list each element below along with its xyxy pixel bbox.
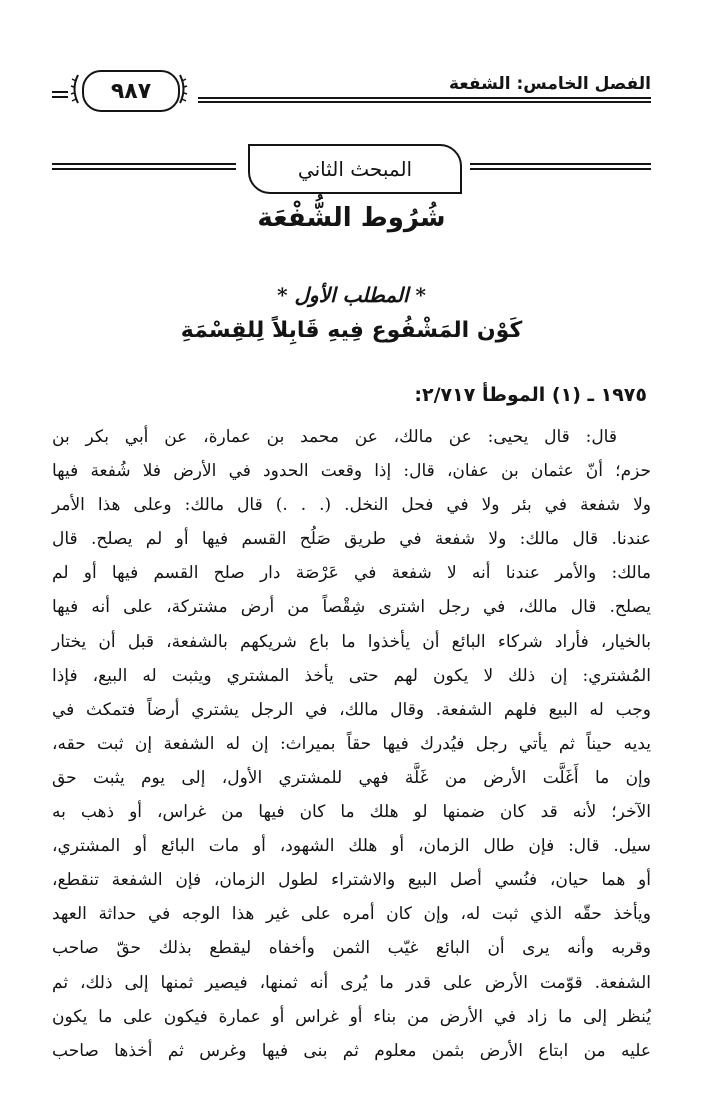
text-line: المُشتري: إن ذلك لا يكون لهم حتى يأخذ المشتري ويثبت له البيع، فإذا bbox=[52, 665, 651, 686]
header-rule bbox=[52, 96, 68, 98]
text-line: ويأخذ حقّه الذي ثبت له، وإن كان أمره على غير هذا الوجه في حداثة العهد bbox=[52, 904, 651, 925]
chapter-title: الفصل الخامس: الشفعة bbox=[448, 74, 651, 94]
section-rule bbox=[470, 163, 651, 165]
text-line: أو هما حيان، فنُسي أصل البيع والاشتراء لطول الزمان، فإن الشفعة تنقطع، bbox=[52, 870, 651, 891]
text-line: بالخيار، فأراد شركاء البائع أن يأخذوا ما باع شريكهم بالشفعة، قبل أن يختار bbox=[52, 631, 651, 652]
text-line: سيل. قال: فإن طال الزمان، أو هلك الشهود، أو مات البائع أو المشتري، bbox=[52, 836, 651, 857]
header-rule bbox=[52, 91, 68, 93]
laurel-ornament-icon bbox=[178, 73, 188, 105]
text-line: وجب له البيع فلهم الشفعة. وقال مالك، في الرجل يشتري أرضاً فتمكث في bbox=[52, 699, 651, 720]
section-rule bbox=[52, 163, 236, 165]
page-number: ٩٨٧ bbox=[110, 78, 152, 104]
laurel-ornament-icon bbox=[70, 73, 80, 105]
text-line: وقربه وأنه يرى أن البائع غيّب الثمن وأخفاه ليقطع بذلك حقّ صاحب bbox=[52, 938, 651, 959]
section-rule bbox=[470, 168, 651, 170]
running-header bbox=[52, 66, 651, 116]
text-line: يُنظر إلى ما زاد في الأرض من بناء أو غراس أو عمارة فيكون على ما يكون bbox=[52, 1006, 651, 1027]
text-line: عليه من ابتاع الأرض بثمن معلوم ثم بنى فيها وغرس ثم أخذها صاحب bbox=[52, 1040, 651, 1061]
text-line: قال: قال يحيى: عن مالك، عن محمد بن عمارة، عن أبي بكر بن bbox=[52, 427, 617, 447]
text-line: مالك: والأمر عندنا أنه لا شفعة في عَرْصَة دار صلح القسم فيها أو لم bbox=[52, 563, 651, 584]
text-line: عندنا. قال مالك: ولا شفعة في طريق صَلُح القسم فيها أو لم يصلح. قال bbox=[52, 529, 651, 550]
section-label: المبحث الثاني bbox=[297, 157, 413, 181]
text-line: يديه حيناً ثم يأتي رجل فيُدرك فيها حقاً بميراث: إن له الشفعة إن ثبت حقه، bbox=[52, 733, 651, 754]
section-title: شُرُوط الشُّفْعَة bbox=[257, 203, 446, 233]
section-label-box bbox=[248, 144, 462, 194]
text-line: ولا شفعة في بئر ولا في فحل النخل. (. . .) قال مالك: وعلى هذا الأمر bbox=[52, 495, 651, 516]
subsection-label: * المطلب الأول * bbox=[277, 283, 426, 307]
section-rule bbox=[52, 168, 236, 170]
header-rule bbox=[198, 101, 651, 103]
text-line: الشفعة. قوّمت الأرض على قدر ما يُرى أنه ثمنها، فيصير ثمنها إلى ذلك، ثم bbox=[52, 972, 651, 993]
text-line: حزم؛ أنّ عثمان بن عفان، قال: إذا وقعت الحدود في الأرض فلا شُفعة فيها bbox=[52, 461, 651, 482]
header-rule bbox=[198, 97, 651, 99]
body-text bbox=[52, 420, 651, 1068]
text-line: وإن ما أَغَلَّت الأرض من غَلَّة فهي للمشتري الأول، إلى يوم يثبت حق bbox=[52, 767, 651, 788]
hadith-reference: ١٩٧٥ ـ (١) الموطأ ٢/٧١٧: bbox=[414, 384, 647, 406]
subsection-title: كَوْن المَشْفُوع فِيهِ قَابِلاً لِلقِسْمَةِ bbox=[180, 318, 523, 343]
page-number-badge bbox=[82, 70, 180, 112]
text-line: يصلح. قال مالك، في رجل اشترى شِقْصاً من أرض مشتركة، على أنه فيها bbox=[52, 597, 651, 618]
text-line: الآخر؛ لأنه قد كان ضمنها لو هلك ما كان فيها من غراس، أو ذهب به bbox=[52, 802, 651, 823]
